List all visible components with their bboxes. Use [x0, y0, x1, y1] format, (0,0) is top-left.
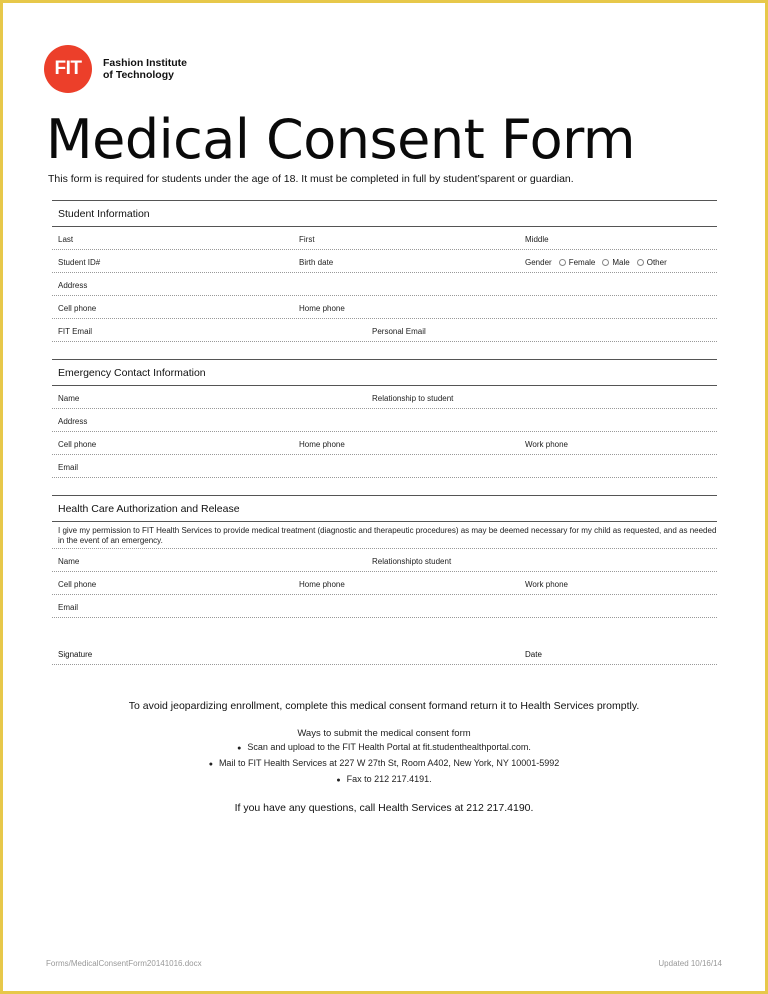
submit-way-fax [0, 774, 768, 784]
student-id-field[interactable]: Student ID# [58, 258, 101, 267]
auth-email-field[interactable]: Email [58, 603, 79, 612]
personal-email-field[interactable]: Personal Email [372, 327, 426, 336]
gender-male-label: Male [612, 258, 630, 267]
institution-name-line2: of Technology [103, 69, 174, 81]
auth-relationship-field[interactable]: Relationshipto student [372, 557, 452, 566]
intro-text: This form is required for students under the age of 18. It must be completed in full by student’sparent or guardian. [48, 173, 574, 185]
ways-heading: Ways to submit the medical consent form [297, 728, 471, 739]
form-row [52, 250, 717, 273]
middle-name-field[interactable]: Middle [525, 235, 549, 244]
first-name-field[interactable]: First [299, 235, 315, 244]
institution-name [103, 57, 187, 81]
gender-label: Gender [525, 258, 552, 267]
submit-way-mail [0, 758, 768, 768]
form-row [52, 296, 717, 319]
section-heading: Emergency Contact Information [52, 359, 717, 386]
submit-way-upload-text: Scan and upload to the FIT Health Portal at fit.studenthealthportal.com. [247, 742, 531, 752]
file-path: Forms/MedicalConsentForm20141016.docx [46, 959, 202, 968]
last-name-field[interactable]: Last [58, 235, 74, 244]
signature-field[interactable]: Signature [58, 650, 93, 659]
submit-way-upload [0, 742, 768, 752]
emergency-relationship-field[interactable]: Relationship to student [372, 394, 454, 403]
logo-mark: FIT [54, 58, 82, 79]
form-row [52, 549, 717, 572]
auth-work-phone-field[interactable]: Work phone [525, 580, 568, 589]
emergency-name-field[interactable]: Name [58, 394, 80, 403]
signature-row [52, 618, 717, 665]
updated-date: Updated 10/16/14 [658, 959, 722, 968]
gender-other-label: Other [646, 258, 667, 267]
questions-contact: If you have any questions, call Health Services at 212 217.4190. [234, 802, 534, 814]
emergency-contact-section [52, 359, 717, 478]
submit-way-fax-text: Fax to 212 217.4191. [346, 774, 432, 784]
form-row [52, 227, 717, 250]
section-heading: Health Care Authorization and Release [52, 495, 717, 522]
auth-home-phone-field[interactable]: Home phone [299, 580, 345, 589]
emergency-work-phone-field[interactable]: Work phone [525, 440, 568, 449]
form-row [52, 386, 717, 409]
gender-male-radio[interactable] [602, 259, 609, 266]
page-title: Medical Consent Form [46, 108, 635, 171]
authorization-statement: I give my permission to FIT Health Services to provide medical treatment (diagnostic and therapeutic procedures) as may be deemed necessary for my child as requested, and as needed in the event of an emergency. [52, 522, 717, 549]
emergency-address-field[interactable]: Address [58, 417, 88, 426]
authorization-section [52, 495, 717, 665]
form-row [52, 595, 717, 618]
home-phone-field[interactable]: Home phone [299, 304, 345, 313]
submit-way-mail-text: Mail to FIT Health Services at 227 W 27th St, Room A402, New York, NY 10001-5992 [218, 758, 560, 768]
fit-logo [44, 45, 92, 93]
bullet-icon: ● [237, 745, 242, 752]
address-field[interactable]: Address [58, 281, 88, 290]
auth-name-field[interactable]: Name [58, 557, 80, 566]
bullet-icon: ● [208, 761, 213, 768]
gender-female-radio[interactable] [559, 259, 566, 266]
emergency-email-field[interactable]: Email [58, 463, 79, 472]
form-row [52, 319, 717, 342]
institution-name-line1: Fashion Institute [103, 57, 187, 69]
section-heading: Student Information [52, 200, 717, 227]
gender-female-label: Female [568, 258, 596, 267]
birth-date-field[interactable]: Birth date [299, 258, 334, 267]
bullet-icon: ● [336, 777, 341, 784]
emergency-home-phone-field[interactable]: Home phone [299, 440, 345, 449]
fit-email-field[interactable]: FIT Email [58, 327, 93, 336]
form-row [52, 273, 717, 296]
gender-group [525, 258, 667, 267]
form-row [52, 455, 717, 478]
student-information-section [52, 200, 717, 342]
form-row [52, 409, 717, 432]
signature-date-field[interactable]: Date [525, 650, 542, 659]
emergency-cell-phone-field[interactable]: Cell phone [58, 440, 97, 449]
form-row [52, 572, 717, 595]
auth-cell-phone-field[interactable]: Cell phone [58, 580, 97, 589]
form-row [52, 432, 717, 455]
gender-other-radio[interactable] [637, 259, 644, 266]
cell-phone-field[interactable]: Cell phone [58, 304, 97, 313]
enrollment-notice: To avoid jeopardizing enrollment, complete this medical consent formand return it to Health Services promptly. [128, 700, 640, 712]
